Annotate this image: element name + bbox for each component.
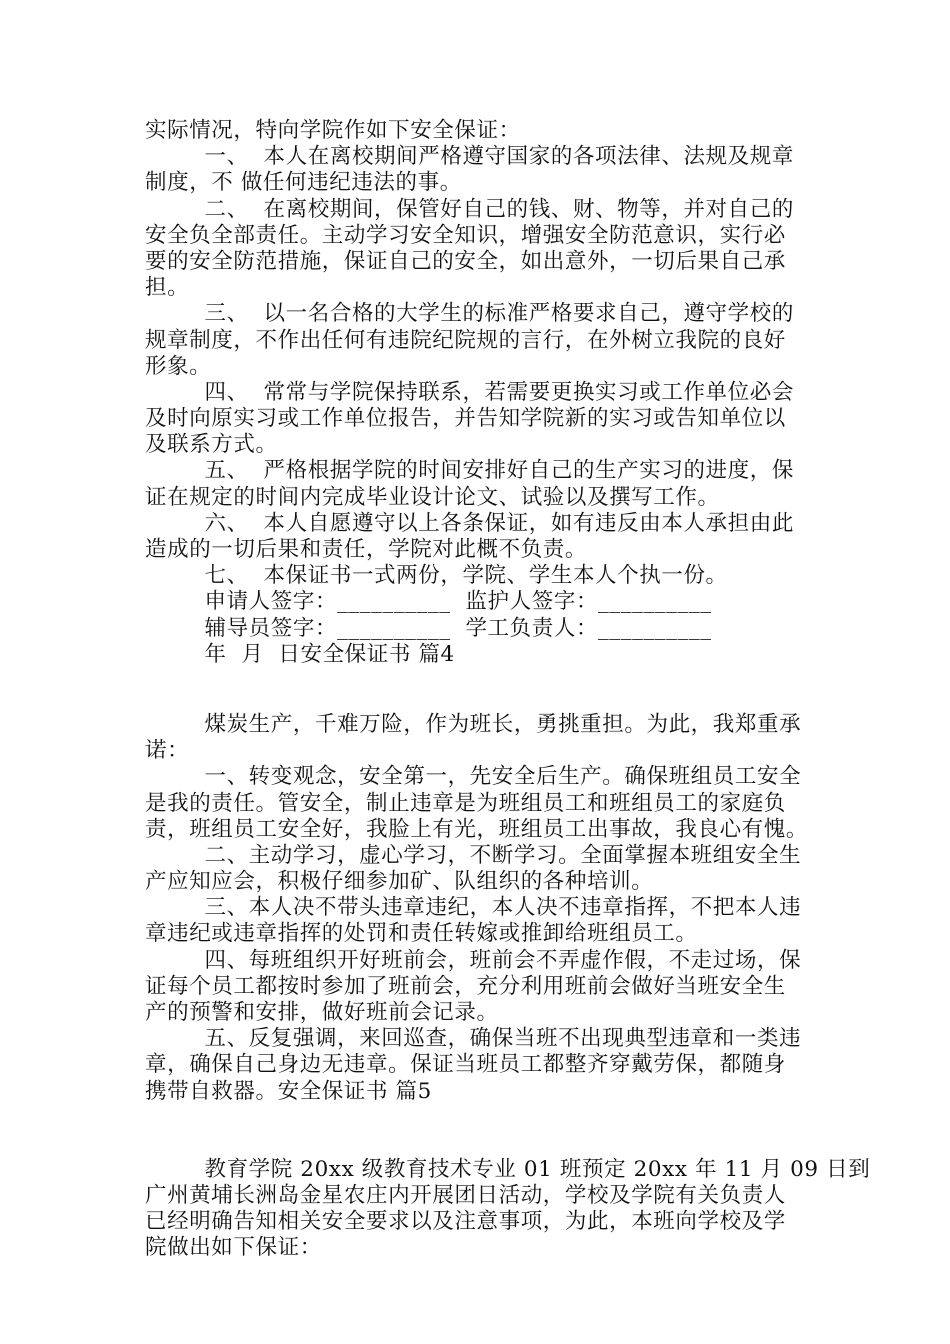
text-line: 广州黄埔长洲岛金星农庄内开展团日活动，学校及学院有关负责人 (145, 1182, 786, 1208)
text-line: 担。 (145, 275, 190, 301)
text-line: 产的预警和安排，做好班前会记录。 (145, 1000, 499, 1025)
section-heading: 携带自救器。安全保证书 篇5 (145, 1078, 432, 1104)
text-line: 五、 严格根据学院的时间安排好自己的生产实习的进度，保 (145, 458, 794, 484)
text-line: 证每个员工都按时参加了班前会，充分利用班前会做好当班安全生 (145, 973, 786, 999)
text-line: 制度，不 做任何违纪违法的事。 (145, 170, 462, 196)
signature-line-counselor: 辅导员签字：__________ 学工负责人：__________ (145, 615, 712, 641)
text-line: 实际情况，特向学院作如下安全保证： (145, 118, 521, 143)
text-line: 六、 本人自愿遵守以上各条保证，如有违反由本人承担由此 (145, 510, 794, 536)
section-2 (145, 712, 810, 1105)
blank-space (145, 1105, 810, 1157)
section-heading: 年 月 日安全保证书 篇4 (145, 641, 455, 667)
text-line: 安全负全部责任。主动学习安全知识，增强安全防范意识，实行必 (145, 222, 786, 248)
text-line: 及联系方式。 (145, 432, 278, 458)
text-line: 及时向原实习或工作单位报告，并告知学院新的实习或告知单位以 (145, 406, 786, 432)
text-line: 章违纪或违章指挥的处罚和责任转嫁或推卸给班组员工。 (145, 921, 698, 947)
text-line: 诺： (145, 738, 190, 764)
text-line: 形象。 (145, 353, 212, 379)
text-line: 院做出如下保证： (145, 1235, 322, 1261)
text-line: 已经明确告知相关安全要求以及注意事项，为此，本班向学校及学 (145, 1209, 786, 1235)
text-line: 二、主动学习，虚心学习，不断学习。全面掌握本班组安全生 (145, 842, 802, 868)
text-line: 教育学院 20xx 级教育技术专业 01 班预定 20xx 年 11 月 09 日到 (145, 1156, 871, 1182)
text-line: 七、 本保证书一式两份，学院、学生本人个执一份。 (145, 563, 728, 589)
text-line: 二、 在离校期间，保管好自己的钱、财、物等，并对自己的 (145, 196, 794, 222)
section-3 (145, 1156, 871, 1262)
text-line: 三、 以一名合格的大学生的标准严格要求自己，遵守学校的 (145, 301, 794, 327)
text-line: 三、本人决不带头违章违纪，本人决不违章指挥，不把本人违 (145, 895, 802, 921)
text-line: 煤炭生产，千难万险，作为班长，勇挑重担。为此，我郑重承 (145, 711, 802, 737)
text-line: 造成的一切后果和责任，学院对此概不负责。 (145, 537, 588, 562)
text-line: 四、 常常与学院保持联系，若需要更换实习或工作单位必会 (145, 379, 794, 405)
document-page (145, 118, 871, 1262)
section-1 (145, 118, 810, 668)
text-line: 要的安全防范措施，保证自己的安全，如出意外，一切后果自己承 (145, 248, 786, 274)
text-line: 规章制度，不作出任何有违院纪院规的言行，在外树立我院的良好 (145, 327, 786, 353)
text-line: 四、每班组织开好班前会，班前会不弄虚作假，不走过场，保 (145, 947, 802, 973)
text-line: 责，班组员工安全好，我脸上有光，班组员工出事故，我良心有愧。 (145, 816, 809, 842)
signature-line-applicant: 申请人签字：__________ 监护人签字：__________ (145, 589, 712, 615)
text-line: 一、 本人在离校期间严格遵守国家的各项法律、法规及规章 (145, 144, 794, 170)
text-line: 章，确保自己身边无违章。保证当班员工都整齐穿戴劳保，都随身 (145, 1052, 786, 1078)
text-line: 是我的责任。管安全，制止违章是为班组员工和班组员工的家庭负 (145, 790, 786, 816)
text-line: 五、反复强调，来回巡查，确保当班不出现典型违章和一类违 (145, 1026, 802, 1052)
text-line: 一、转变观念，安全第一，先安全后生产。确保班组员工安全 (145, 764, 802, 790)
text-line: 产应知应会，积极仔细参加矿、队组织的各种培训。 (145, 869, 654, 895)
text-line: 证在规定的时间内完成毕业设计论文、试验以及撰写工作。 (145, 484, 720, 510)
blank-space (145, 668, 810, 712)
